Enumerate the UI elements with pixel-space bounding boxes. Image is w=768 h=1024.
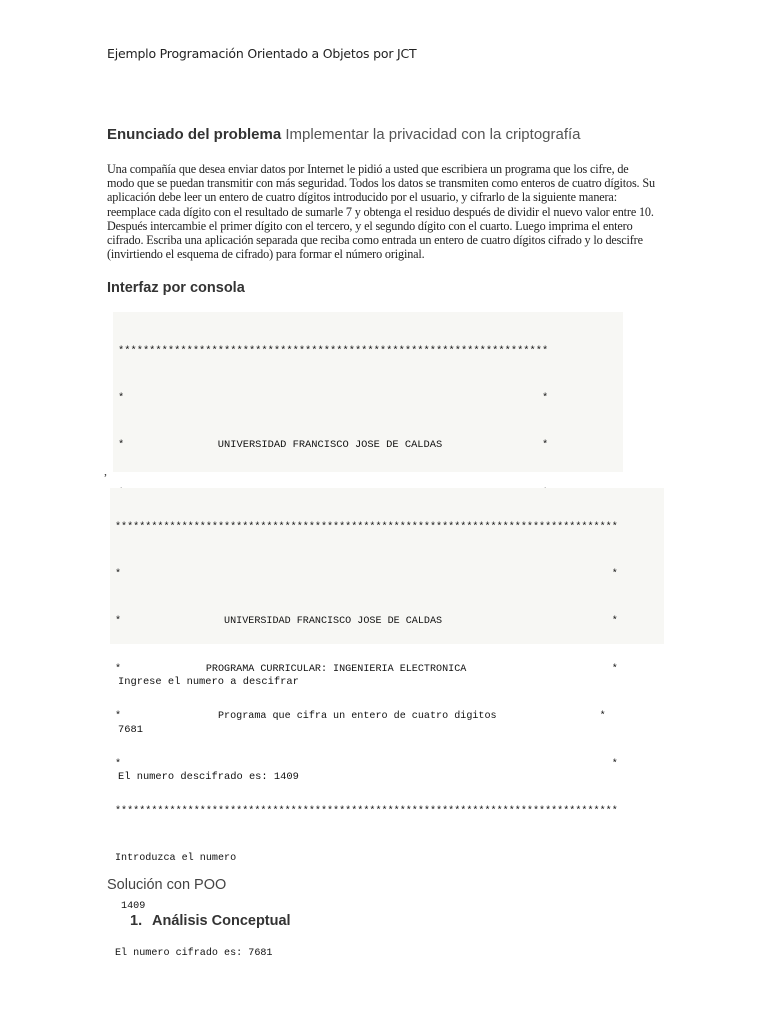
console-input-value: 7681: [118, 723, 143, 736]
solution-heading: Solución con POO: [107, 877, 227, 893]
statement-line: aplicación debe leer un entero de cuatro dígitos introducido por el usuario, y cifrarlo de la siguiente manera:: [107, 190, 617, 205]
statement-line: Después intercambie el primer dígito con el tercero, y el segundo dígito con el cuarto. Luego imprima el entero: [107, 218, 633, 233]
console-line: * PROGRAMA CURRICULAR: INGENIERIA ELECTRONICA *: [115, 663, 618, 675]
console-line: * *: [115, 568, 618, 580]
console-line: *********************************************************************: [118, 344, 549, 357]
statement-line: Una compañía que desea enviar datos por Internet le pidió a usted que escribiera un programa que los cifre, de: [107, 162, 629, 176]
problem-statement-title: [107, 126, 581, 143]
console-line: * *: [118, 391, 549, 404]
console-prompt: Introduzca el numero: [115, 853, 237, 865]
console-prompt: Ingrese el numero a descifrar: [118, 676, 299, 689]
section-heading-conceptual-analysis: [130, 913, 291, 929]
stray-comma: ,: [104, 464, 107, 478]
console-line: * UNIVERSIDAD FRANCISCO JOSE DE CALDAS *: [115, 616, 618, 628]
problem-statement-body: [107, 162, 667, 261]
console-result: El numero cifrado es: 7681: [115, 948, 273, 960]
console-line: * Programa que cifra un entero de cuatro digitos *: [115, 711, 606, 723]
statement-line: reemplace cada dígito con el resultado de sumarle 7 y obtenga el residuo después de dividir el nuevo valor entre 10.: [107, 204, 654, 219]
statement-line: (invirtiendo el esquema de cifrado) para formar el número original.: [107, 247, 425, 262]
document-header: Ejemplo Programación Orientado a Objetos por JCT: [107, 46, 417, 61]
problem-statement-subtitle: Implementar la privacidad con la criptografía: [285, 126, 581, 143]
statement-line: modo que se puedan transmitir con más seguridad. Todos los datos se transmiten como enteros de cuatro dígitos. Su: [107, 176, 655, 191]
console-line: * UNIVERSIDAD FRANCISCO JOSE DE CALDAS *: [118, 439, 549, 452]
problem-statement-label: Enunciado del problema: [107, 126, 282, 143]
statement-line: cifrado. Escriba una aplicación separada que reciba como entrada un entero de cuatro dígitos cifrado y lo descifre: [107, 233, 643, 248]
section-number: 1.: [130, 913, 143, 929]
console-line: ***********************************************************************************: [115, 805, 618, 817]
console-input-value: 1409: [115, 900, 146, 912]
console-result: El numero descifrado es: 1409: [118, 771, 299, 784]
section-title: Análisis Conceptual: [152, 913, 291, 929]
console-interface-heading: Interfaz por consola: [107, 280, 245, 296]
console-line: * *: [115, 758, 618, 770]
console-line: ***********************************************************************************: [115, 521, 618, 533]
